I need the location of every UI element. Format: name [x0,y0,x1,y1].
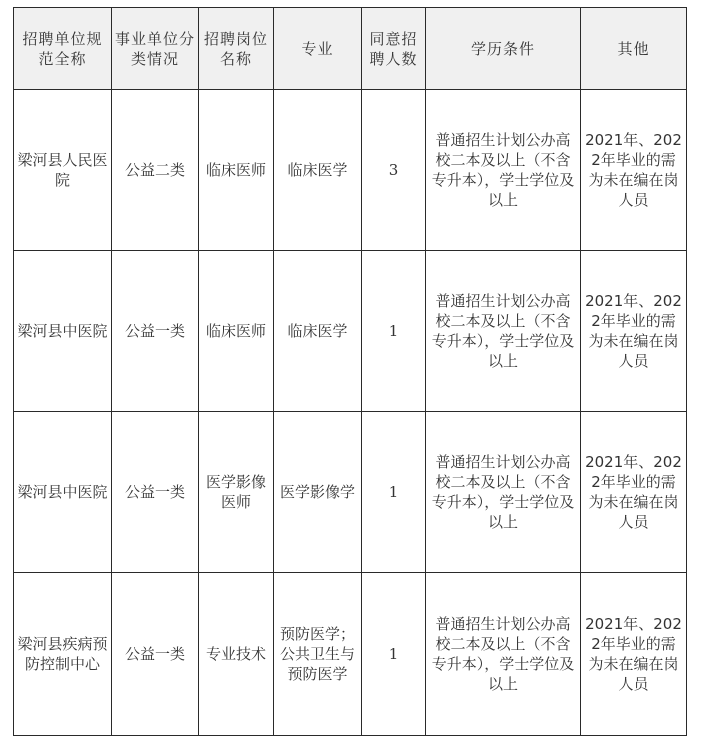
cell-unit: 梁河县疾病预防控制中心 [14,573,112,736]
cell-position: 专业技术 [199,573,274,736]
cell-education: 普通招生计划公办高校二本及以上（不含专升本），学士学位及以上 [426,251,581,412]
cell-other: 2021年、2022年毕业的需为未在编在岗人员 [581,573,687,736]
header-major: 专业 [274,8,362,90]
cell-category: 公益一类 [112,573,199,736]
table-header [14,8,687,90]
cell-category: 公益一类 [112,251,199,412]
cell-major: 预防医学；公共卫生与预防医学 [274,573,362,736]
table-row [14,90,687,251]
header-unit: 招聘单位规范全称 [14,8,112,90]
cell-education: 普通招生计划公办高校二本及以上（不含专升本），学士学位及以上 [426,573,581,736]
cell-major: 医学影像学 [274,412,362,573]
cell-position: 临床医师 [199,251,274,412]
header-education: 学历条件 [426,8,581,90]
cell-count: 1 [362,412,426,573]
recruitment-table [13,7,687,736]
cell-category: 公益一类 [112,412,199,573]
cell-count: 1 [362,573,426,736]
cell-education: 普通招生计划公办高校二本及以上（不含专升本），学士学位及以上 [426,90,581,251]
cell-unit: 梁河县中医院 [14,251,112,412]
cell-unit: 梁河县中医院 [14,412,112,573]
cell-position: 医学影像医师 [199,412,274,573]
header-category: 事业单位分类情况 [112,8,199,90]
table-body [14,90,687,736]
cell-other: 2021年、2022年毕业的需为未在编在岗人员 [581,251,687,412]
table-row [14,251,687,412]
cell-position: 临床医师 [199,90,274,251]
cell-other: 2021年、2022年毕业的需为未在编在岗人员 [581,90,687,251]
cell-major: 临床医学 [274,90,362,251]
cell-major: 临床医学 [274,251,362,412]
header-row [14,8,687,90]
header-other: 其他 [581,8,687,90]
cell-count: 3 [362,90,426,251]
table-row [14,412,687,573]
cell-category: 公益二类 [112,90,199,251]
cell-education: 普通招生计划公办高校二本及以上（不含专升本），学士学位及以上 [426,412,581,573]
cell-other: 2021年、2022年毕业的需为未在编在岗人员 [581,412,687,573]
cell-count: 1 [362,251,426,412]
cell-unit: 梁河县人民医院 [14,90,112,251]
header-count: 同意招聘人数 [362,8,426,90]
header-position: 招聘岗位名称 [199,8,274,90]
table-row [14,573,687,736]
